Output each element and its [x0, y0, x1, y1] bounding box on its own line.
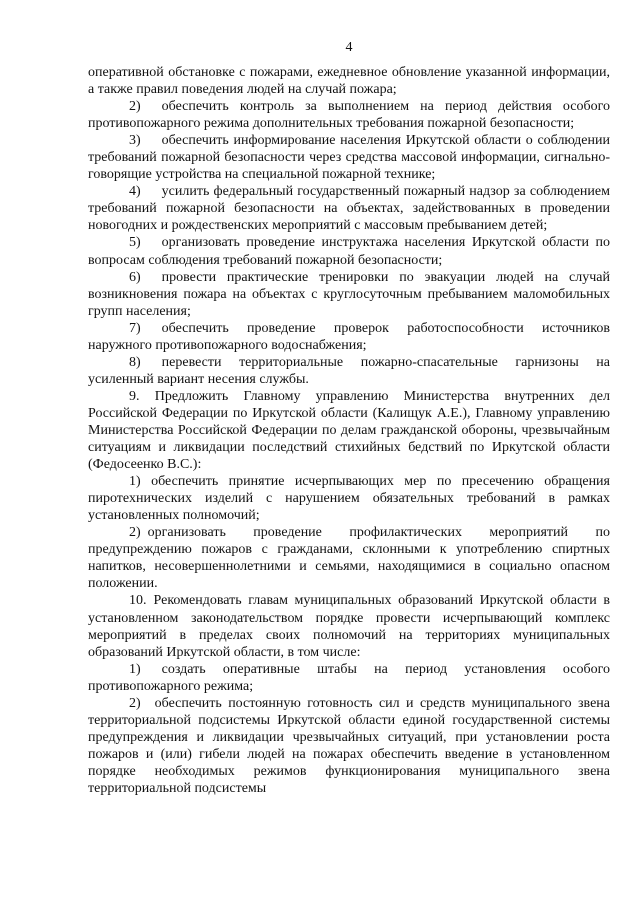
page-number: 4 [345, 40, 353, 55]
paragraph-item-7: 7) обеспечить проведение проверок работоспособности источников наружного противопожарного водоснабжения; [88, 320, 610, 353]
paragraph-continuation: оперативной обстановке с пожарами, ежедневное обновление указанной информации, а также правил поведения людей на случай пожара; [88, 65, 610, 98]
paragraph-section-9-item-2: 2) организовать проведение профилактических мероприятий по предупреждению пожаров с гражданами, склонными к употреблению спиртных напитков, несовершеннолетними и семьями, находящимися в социально опасном положении. [88, 525, 610, 592]
paragraph-section-9-item-1: 1) обеспечить принятие исчерпывающих мер по пресечению обращения пиротехнических изделий с нарушением обязательных требований в рамках установленных полномочий; [88, 474, 610, 524]
paragraph-item-4: 4) усилить федеральный государственный пожарный надзор за соблюдением требований пожарной безопасности на объектах, задействованных в проведении новогодних и рождественских мероприятий с массовым пребыванием детей; [88, 184, 610, 234]
paragraph-item-8: 8) перевести территориальные пожарно-спасательные гарнизоны на усиленный вариант несения службы. [88, 354, 610, 387]
paragraph-item-3: 3) обеспечить информирование населения Иркутской области о соблюдении требований пожарной безопасности через средства массовой информации, сигнально-говорящие устройства на специальной пожарной технике; [88, 133, 610, 183]
paragraph-item-5: 5) организовать проведение инструктажа населения Иркутской области по вопросам соблюдения требований пожарной безопасности; [88, 235, 610, 268]
paragraph-section-10-item-1: 1) создать оперативные штабы на период установления особого противопожарного режима; [88, 661, 610, 694]
paragraph-section-10-item-2: 2) обеспечить постоянную готовность сил и средств муниципального звена территориальной подсистемы Иркутской области единой государственной системы предупреждения и ликвидации чрезвычайных ситуаций, при установлении роста пожаров и (или) гибели людей на пожарах обеспечить введение в установленном порядке необходимых режимов функционирования муниципального звена территориальной подсистемы [88, 695, 610, 796]
paragraph-section-10: 10. Рекомендовать главам муниципальных образований Иркутской области в установленном законодательством порядке провести исчерпывающий комплекс мероприятий в пределах своих полномочий на территориях муниципальных образований Иркутской области, в том числе: [88, 593, 610, 660]
paragraph-item-2: 2) обеспечить контроль за выполнением на период действия особого противопожарного режима дополнительных требования пожарной безопасности; [88, 99, 610, 132]
paragraph-section-9: 9. Предложить Главному управлению Министерства внутренних дел Российской Федерации по Иркутской области (Калищук А.Е.), Главному управлению Министерства Российской Федерации по делам гражданской обороны, чрезвычайным ситуациям и ликвидации последствий стихийных бедствий по Иркутской области (Федосеенко В.С.): [88, 388, 610, 473]
paragraph-item-6: 6) провести практические тренировки по эвакуации людей на случай возникновения пожара на объектах с круглосуточным пребыванием маломобильных групп населения; [88, 269, 610, 319]
